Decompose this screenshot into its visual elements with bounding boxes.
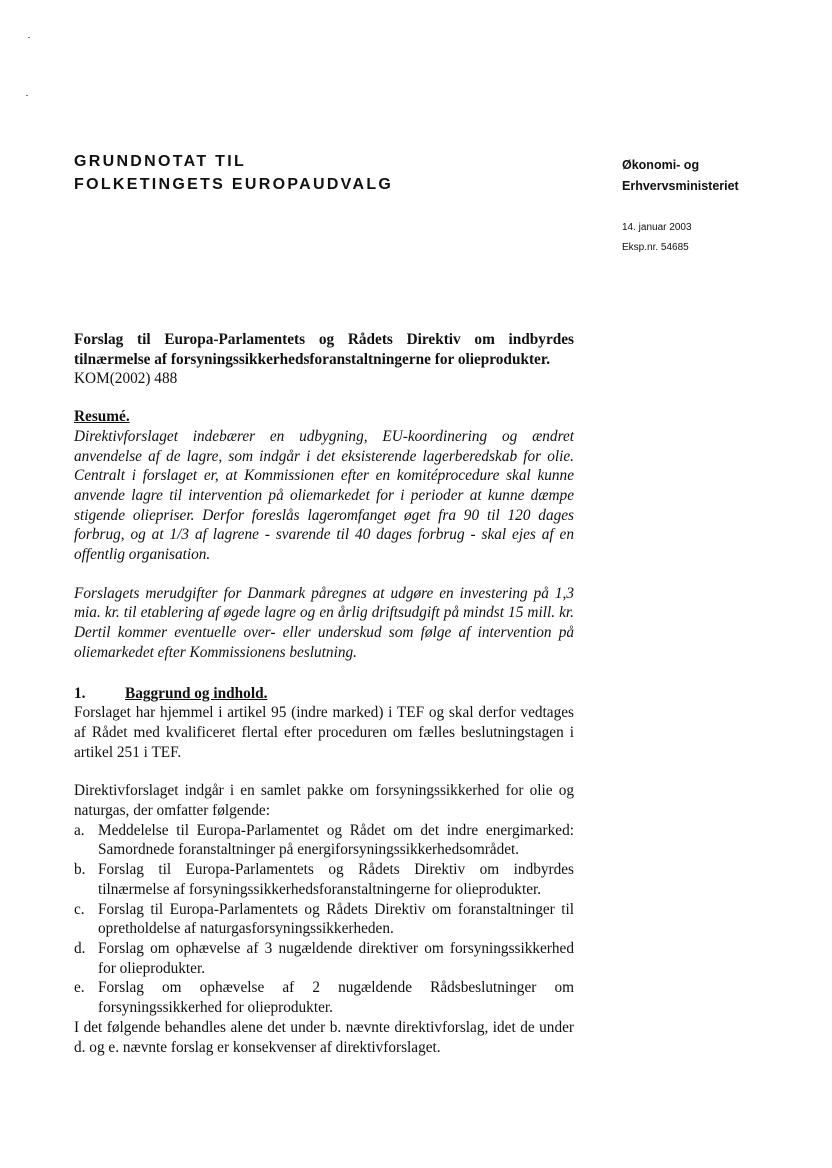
resume-paragraph-1: Direktivforslaget indebærer en udbygning, EU-koordinering og ændret anvendelse af de lagre, som indgår i det eksisterende lagerberedskab for olie. Centralt i forslaget er, at Kommissionen efter en komitéprocedure skal kunne anvende lagre til intervention på oliemarkedet for i perioder at kunne dæmpe stigende oliepriser. Derfor foreslås lageromfanget øget fra 90 til 120 dages forbrug, og at 1/3 af lagrene - svarende til 40 dages forbrug - skal ejes af en offentlig organisation.	[74, 427, 574, 564]
proposal-kom: KOM(2002) 488	[74, 370, 178, 388]
document-ref: Eksp.nr. 54685	[622, 242, 689, 253]
section-1-heading	[74, 684, 574, 704]
package-list	[74, 821, 574, 1018]
list-marker: b.	[74, 861, 86, 879]
list-text: Forslag om ophævelse af 2 nugældende Rådsbeslutninger om forsyningssikkerhed for olieprodukter.	[98, 979, 574, 1017]
resume-paragraph-2: Forslagets merudgifter for Danmark påregnes at udgøre en investering på 1,3 mia. kr. til etablering af øgede lagre og en årlig driftsudgift på mindst 15 mill. kr. Dertil kommer eventuelle over- eller underskud som følge af intervention på oliemarkedet efter Kommissionens beslutning.	[74, 584, 574, 661]
list-text: Forslag til Europa-Parlamentets og Rådets Direktiv om foranstaltninger til opretholdelse af naturgasforsyningssikkerheden.	[98, 900, 574, 938]
section-1-closing: I det følgende behandles alene det under b. nævnte direktivforslag, idet de under d. og e. nævnte forslag er konsekvenser af direktivforslaget.	[74, 1018, 574, 1056]
document-meta	[622, 218, 692, 258]
list-text: Meddelelse til Europa-Parlamentet og Rådet om det indre energimarked: Samordnede foranstaltninger på energiforsyningssikkerhedsområdet.	[98, 821, 574, 859]
document-title-line2: FOLKETINGETS EUROPAUDVALG	[74, 176, 394, 193]
list-item	[74, 939, 574, 978]
list-item	[74, 900, 574, 939]
section-1-paragraph-1: Forslaget har hjemmel i artikel 95 (indre marked) i TEF og skal derfor vedtages af Rådet med kvalificeret flertal efter proceduren om fælles beslutningstagen i artikel 251 i TEF.	[74, 704, 574, 761]
list-marker: a.	[74, 821, 85, 839]
document-title	[74, 150, 393, 196]
list-item	[74, 978, 574, 1017]
list-item	[74, 860, 574, 899]
document-date: 14. januar 2003	[622, 222, 692, 233]
scan-speck	[26, 95, 28, 96]
document-body	[74, 330, 574, 1057]
ministry-name-line1: Økonomi- og	[622, 158, 700, 172]
section-1-title: Baggrund og indhold.	[125, 684, 268, 702]
list-text: Forslag om ophævelse af 3 nugældende direktiver om forsyningssikkerhed for olieprodukter.	[98, 939, 574, 977]
list-marker: c.	[74, 900, 85, 918]
section-1-number: 1.	[74, 684, 86, 702]
document-title-line1: GRUNDNOTAT TIL	[74, 153, 247, 170]
scan-speck	[28, 37, 30, 38]
list-text: Forslag til Europa-Parlamentets og Rådets Direktiv om indbyrdes tilnærmelse af forsyningssikkerhedsforanstaltningerne for olieprodukter.	[98, 861, 574, 898]
list-marker: d.	[74, 939, 86, 957]
ministry-name-line2: Erhvervsministeriet	[622, 179, 739, 193]
list-marker: e.	[74, 979, 85, 997]
section-1-paragraph-2: Direktivforslaget indgår i en samlet pakke om forsyningssikkerhed for olie og naturgas, der omfatter følgende:	[74, 782, 574, 820]
ministry-name	[622, 155, 739, 197]
list-item	[74, 821, 574, 860]
resume-heading: Resumé.	[74, 408, 130, 426]
proposal-title: Forslag til Europa-Parlamentets og Rådets Direktiv om indbyrdes tilnærmelse af forsyningssikkerhedsforanstaltningerne for olieprodukter.	[74, 331, 574, 368]
